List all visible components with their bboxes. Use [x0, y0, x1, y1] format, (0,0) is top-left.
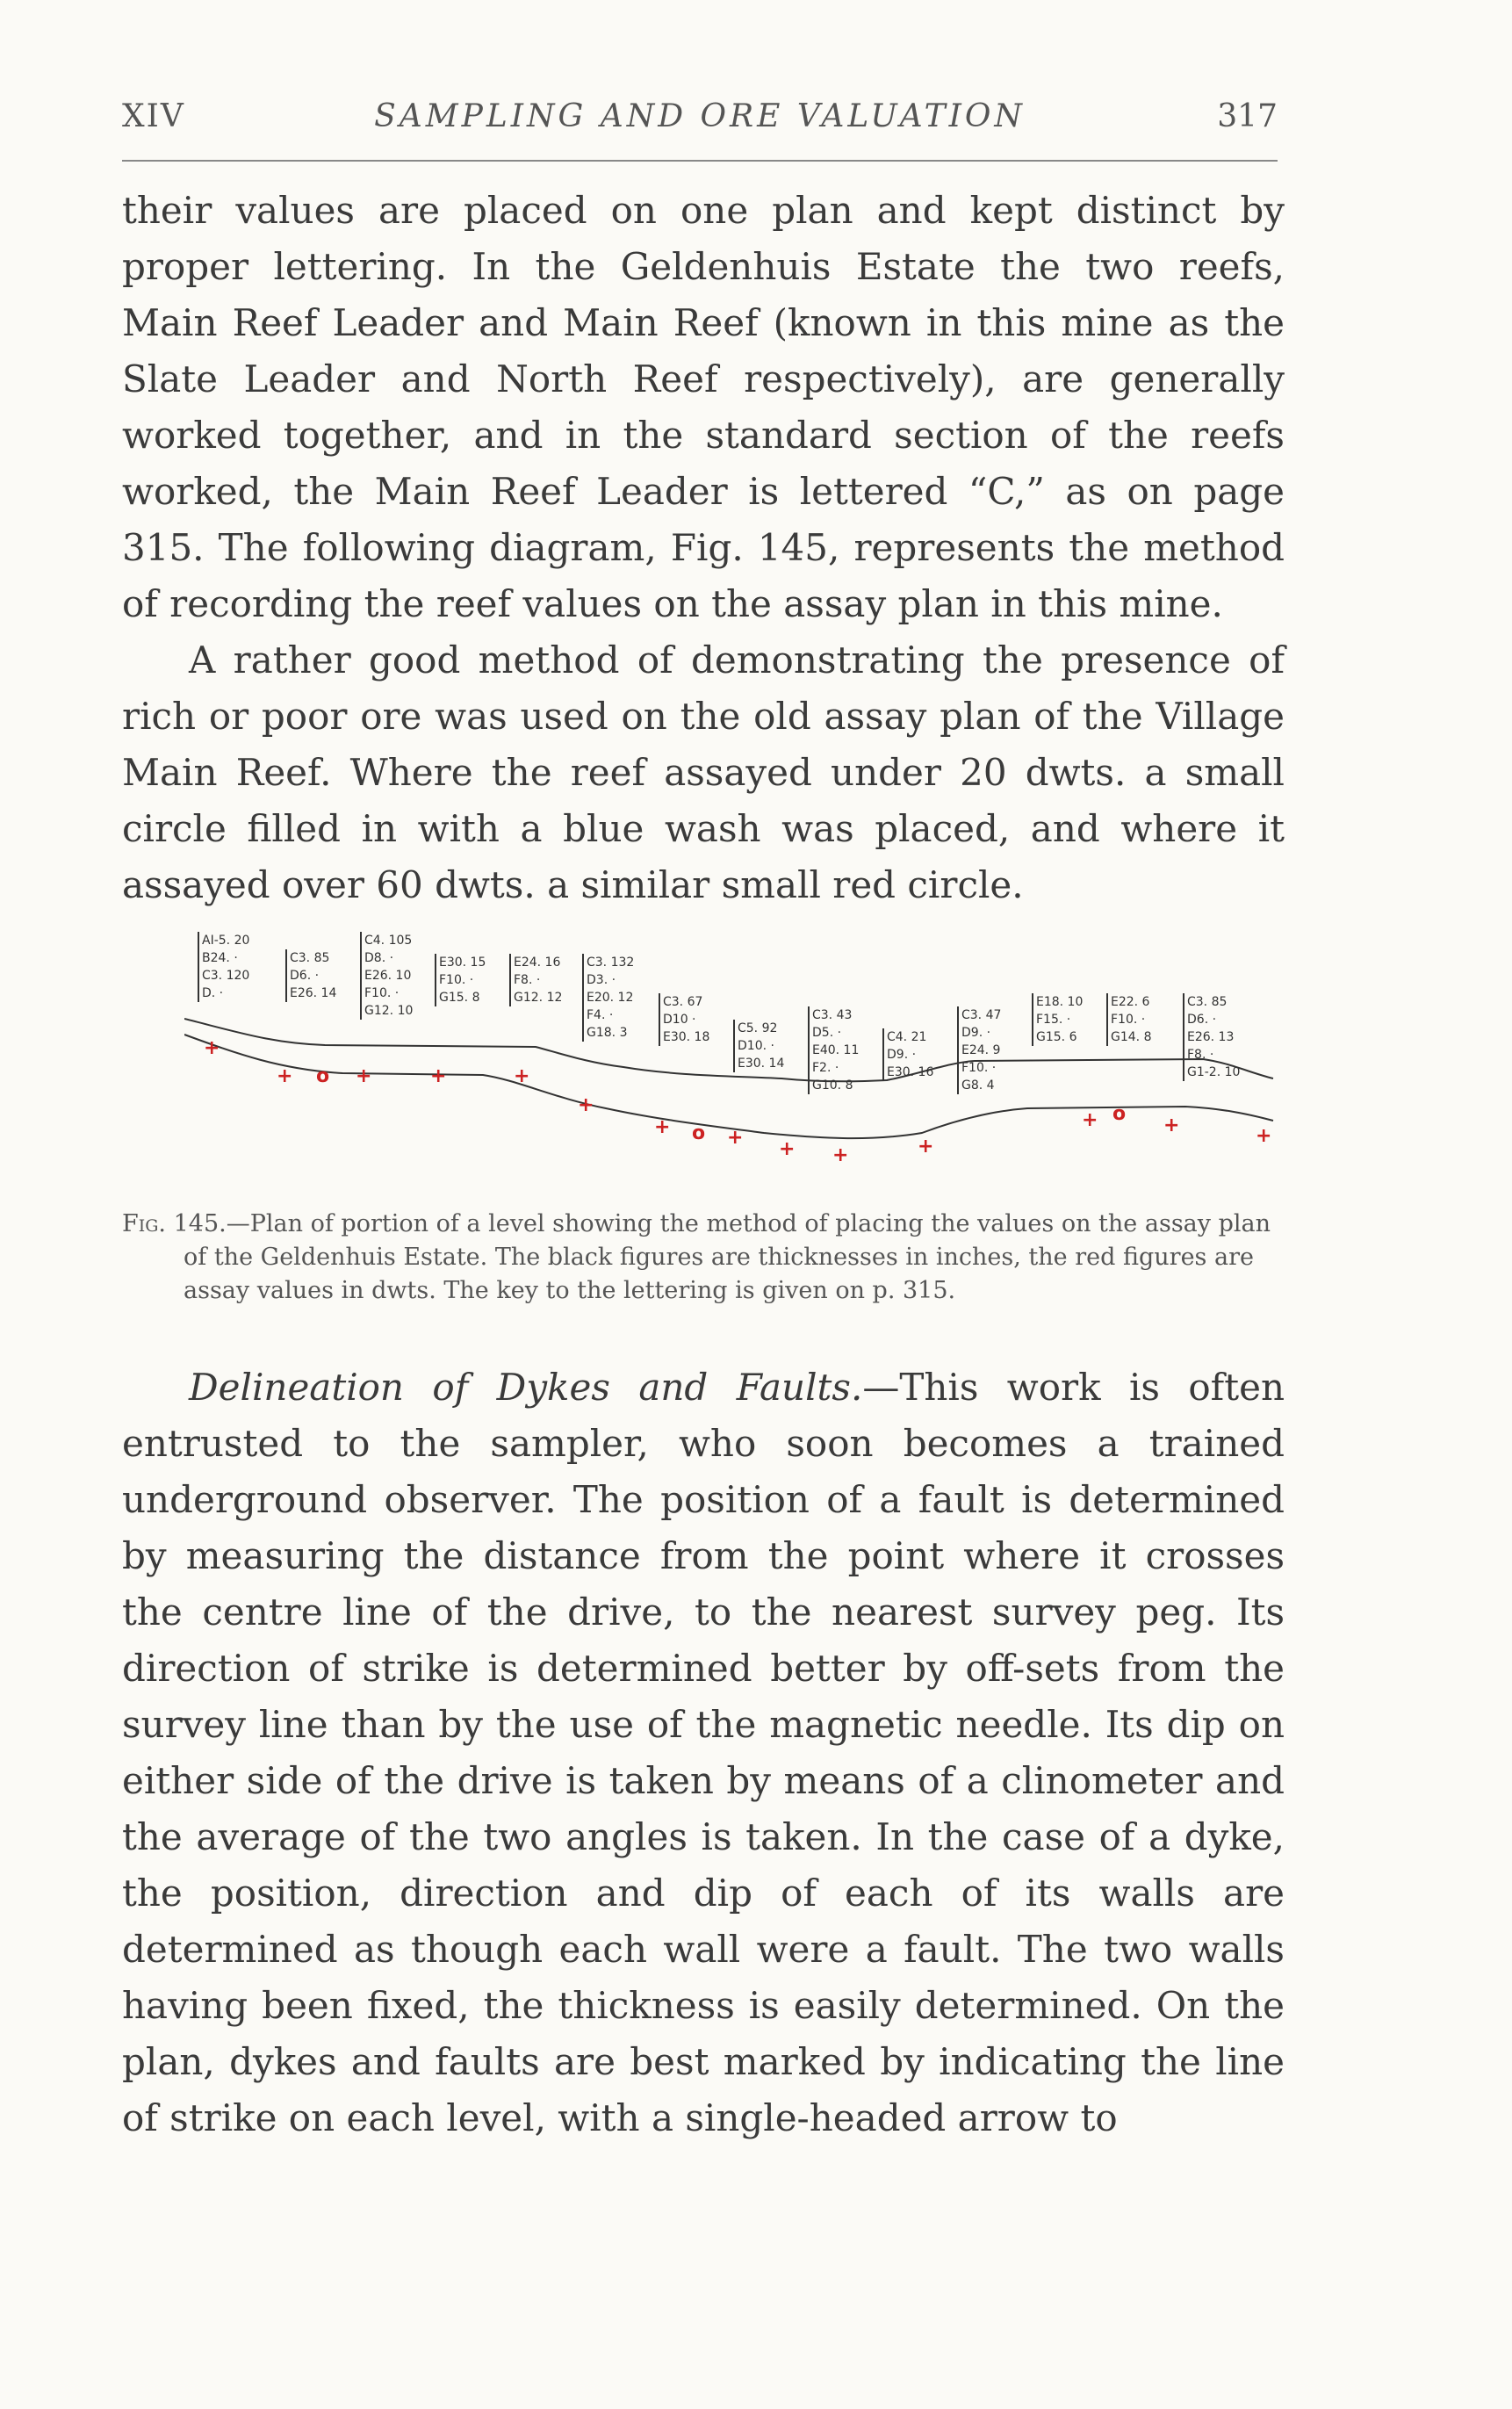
reef-value-label: C5. 92 — [738, 1021, 778, 1035]
reef-value-label: G12. 10 — [364, 1004, 414, 1018]
marker-cross: + — [204, 1037, 220, 1059]
reef-value-label: E30. 14 — [738, 1057, 785, 1071]
reef-value-label: E18. 10 — [1036, 995, 1084, 1009]
marker-cross: + — [430, 1065, 447, 1087]
figure-number: Fig. 145. — [122, 1210, 227, 1237]
reef-value-label: E30. 18 — [663, 1030, 710, 1044]
reef-value-label: D8. · — [364, 951, 394, 965]
paragraph-1-text: their values are placed on one plan and kept distinct by proper lettering. In the Geldenhuis Estate the two reefs, Main Reef Leader and Main Reef (known in this mine as the Slate Leader and North Reef respectively), are generally worked together, and in the standard section of the reefs worked, the Main Reef Leader is lettered “C,” as on page 315. The following diagram, Fig. 145, represents the method of recording the reef values on the assay plan in this mine. — [122, 189, 1285, 625]
drive-lower-wall — [184, 1035, 1273, 1138]
reef-value-label: E30. 15 — [439, 956, 486, 970]
caption-line-2: of the Geldenhuis Estate. The black figures are thicknesses in inches, the red figures are — [184, 1244, 1254, 1271]
reef-value-label: F10. · — [1111, 1013, 1146, 1027]
level-plan-diagram — [184, 922, 1291, 1194]
reef-value-label: E22. 6 — [1111, 995, 1150, 1009]
reef-value-label: F8. · — [514, 973, 541, 987]
header-rule — [122, 160, 1278, 162]
reef-value-label: F8. · — [1187, 1048, 1214, 1062]
marker-cross: + — [1082, 1109, 1098, 1131]
reef-value-label: D10 · — [663, 1013, 696, 1027]
reef-value-label: E26. 14 — [290, 986, 337, 1000]
reef-value-label: E20. 12 — [587, 991, 634, 1005]
reef-value-label: G15. 6 — [1036, 1030, 1077, 1044]
marker-circle: o — [316, 1065, 330, 1087]
reef-value-label: G1-2. 10 — [1187, 1065, 1241, 1079]
reef-value-label: C3. 132 — [587, 956, 635, 970]
marker-cross: + — [918, 1136, 934, 1158]
caption-text: —Plan of portion of a level showing the method of placing the values on the assay plan — [226, 1210, 1271, 1237]
caption-line-1 — [122, 1210, 1271, 1237]
page-number: 317 — [1217, 98, 1278, 134]
paragraph-3 — [122, 1360, 1285, 2146]
reef-value-label: C4. 105 — [364, 934, 413, 948]
marker-cross: + — [356, 1065, 372, 1087]
reef-value-label: B24. · — [202, 951, 238, 965]
marker-cross: + — [1256, 1125, 1272, 1147]
reef-value-label: F2. · — [812, 1061, 839, 1075]
reef-value-label: E26. 10 — [364, 969, 412, 983]
reef-value-label: C4. 21 — [887, 1030, 927, 1044]
reef-value-label: C3. 85 — [290, 951, 330, 965]
caption-line-3: assay values in dwts. The key to the lettering is given on p. 315. — [184, 1277, 956, 1304]
reef-value-label: C3. 67 — [663, 995, 703, 1009]
reef-value-label: F10. · — [364, 986, 400, 1000]
marker-circle: o — [692, 1122, 706, 1144]
reef-value-label: E24. 9 — [961, 1043, 1001, 1057]
reef-value-label: G15. 8 — [439, 991, 480, 1005]
reef-value-label: D6. · — [290, 969, 320, 983]
marker-cross: + — [1163, 1114, 1180, 1136]
drive-upper-wall — [184, 1019, 1273, 1081]
reef-value-label: G8. 4 — [961, 1078, 995, 1093]
marker-cross: + — [727, 1127, 744, 1149]
reef-value-label: D6. · — [1187, 1013, 1217, 1027]
reef-value-label: G10. 8 — [812, 1078, 853, 1093]
reef-value-label: C3. 85 — [1187, 995, 1228, 1009]
reef-value-label: D10. · — [738, 1039, 774, 1053]
reef-value-label: C3. 120 — [202, 969, 250, 983]
chapter-number: XIV — [122, 98, 185, 134]
running-title: SAMPLING AND ORE VALUATION — [374, 98, 1026, 134]
reef-value-label: E30. 16 — [887, 1065, 934, 1079]
marker-cross: + — [514, 1065, 530, 1087]
marker-cross: + — [578, 1094, 594, 1116]
reef-value-label: D5. · — [812, 1026, 842, 1040]
running-header — [122, 98, 1278, 148]
reef-value-label: F4. · — [587, 1008, 614, 1022]
paragraph-1 — [122, 183, 1285, 632]
label-layer — [198, 932, 1240, 1094]
reef-value-label: C3. 43 — [812, 1008, 853, 1022]
reef-value-label: E24. 16 — [514, 956, 561, 970]
marker-cross: + — [277, 1065, 293, 1087]
marker-circle: o — [1112, 1103, 1127, 1125]
section-text: —This work is often entrusted to the sampler, who soon becomes a trained underground observer. The position of a fault is determined by measuring the distance from the point where it crosses the centre line of the drive, to the nearest survey peg. Its direction of strike is determined better by off-sets from the survey line than by the use of the magnetic needle. Its dip on either side of the drive is taken by means of a clinometer and the average of the two angles is taken. In the case of a dyke, the position, direction and dip of each of its walls are determined as though each wall were a fault. The two walls having been fixed, the thickness is easily determined. On the plan, dykes and faults are best marked by indicating the line of strike on each level, with a single-headed arrow to — [122, 1366, 1285, 2139]
reef-value-label: D9. · — [887, 1048, 917, 1062]
reef-value-label: G12. 12 — [514, 991, 563, 1005]
paragraph-2 — [122, 632, 1285, 913]
reef-value-label: E26. 13 — [1187, 1030, 1235, 1044]
reef-value-label: D3. · — [587, 973, 616, 987]
figure-145 — [184, 922, 1291, 1194]
reef-value-label: G14. 8 — [1111, 1030, 1152, 1044]
marker-cross: + — [654, 1116, 671, 1138]
marker-cross: + — [832, 1144, 849, 1166]
reef-value-label: F10. · — [439, 973, 474, 987]
reef-value-label: E40. 11 — [812, 1043, 860, 1057]
reef-value-label: D. · — [202, 986, 224, 1000]
reef-value-label: C3. 47 — [961, 1008, 1002, 1022]
reef-value-label: F10. · — [961, 1061, 997, 1075]
marker-cross: + — [779, 1138, 796, 1160]
reef-value-label: AI-5. 20 — [202, 934, 250, 948]
reef-value-label: G18. 3 — [587, 1026, 628, 1040]
reef-value-label: D9. · — [961, 1026, 991, 1040]
figure-caption — [122, 1208, 1285, 1308]
section-heading: Delineation of Dykes and Faults. — [189, 1366, 863, 1409]
reef-value-label: F15. · — [1036, 1013, 1071, 1027]
paragraph-2-text: A rather good method of demonstrating the presence of rich or poor ore was used on the old assay plan of the Village Main Reef. Where the reef assayed under 20 dwts. a small circle filled in with a blue wash was placed, and where it assayed over 60 dwts. a similar small red circle. — [122, 638, 1285, 906]
